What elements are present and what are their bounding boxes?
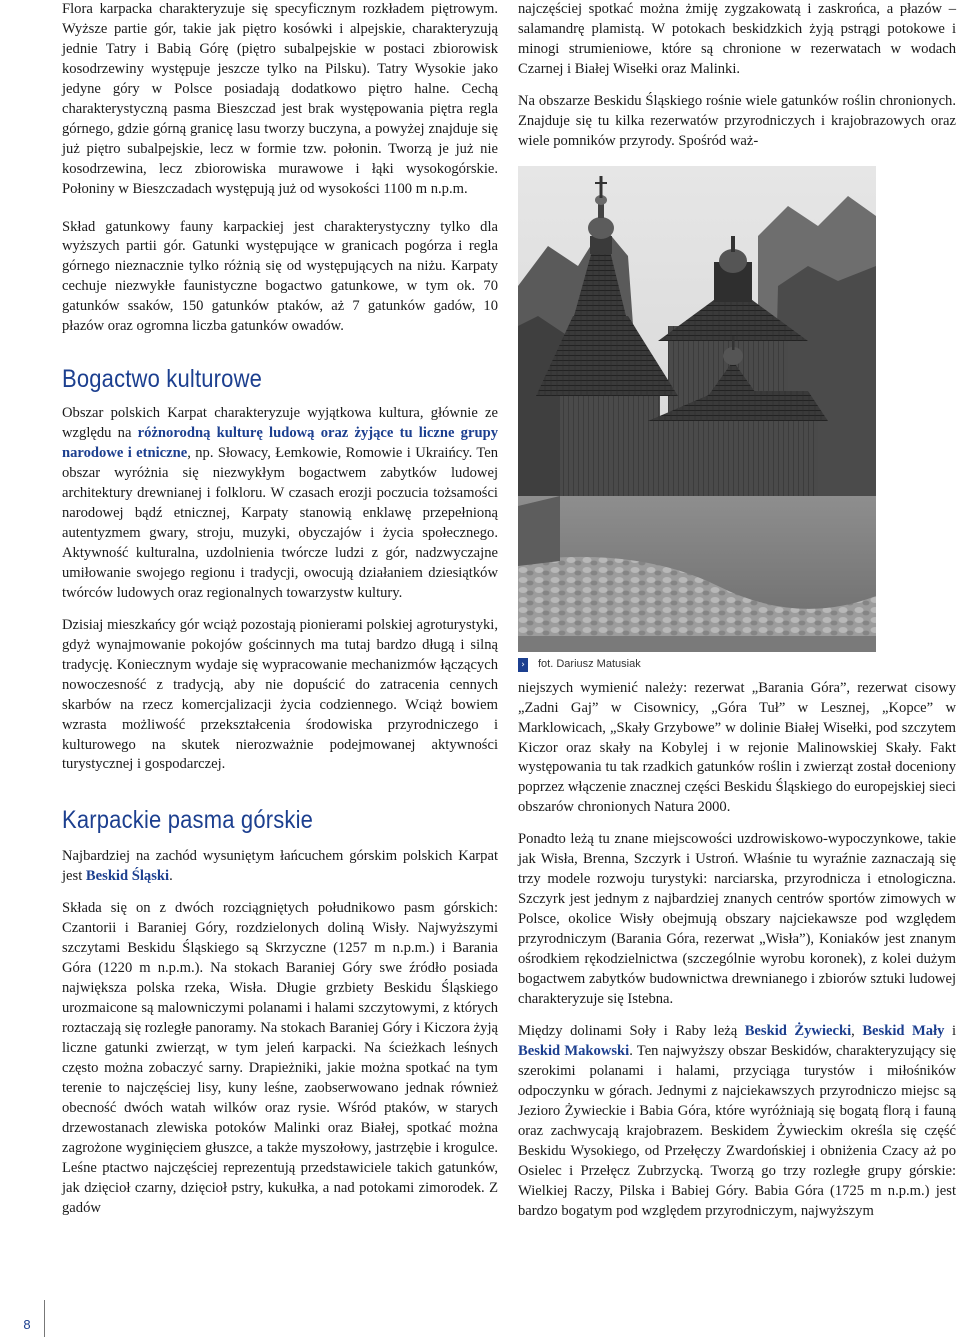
photo-caption (518, 658, 956, 672)
heading-bogactwo-kulturowe: Bogactwo kulturowe (62, 365, 263, 394)
paragraph-beskid-zywiecki (518, 1022, 956, 1222)
page-number-rule (44, 1300, 45, 1337)
text-run: . Ten najwyższy obszar Beskidów, charakteryzujący się szerokimi polanami i halami, przyciąga turystów i miłośników odpoczynku w górach. Jednymi z najciekawszych przyrodniczo miejsc są Jezioro Żywieckie i Babia Góra, które wyróżniają się bogatą florą i fauną oraz zachwycają krajobrazem. Beskidem Żywieckim określa się część Beskidu Wysokiego, od Przełęczy Zwardońskiej i obniżenia Czacy aż po Osielec i Przełęcz Zubrzycką. Tworzą go trzy rozległe grupy górskie: Wielkiej Raczy, Pilska i Babiej Góry. Babia Góra (1725 m n.p.m.) jest bardzo bogatym pod względem przyrodniczym, najwyższym (518, 1042, 956, 1219)
highlight-beskid-maly: Beskid Mały (862, 1022, 945, 1039)
highlight-beskid-makowski: Beskid Makowski (518, 1042, 630, 1059)
left-column (62, 0, 498, 1219)
text-run: Między dolinami Soły i Raby leżą (518, 1022, 745, 1039)
highlight-beskid-slaski: Beskid Śląski (85, 868, 170, 885)
paragraph-rosliny: Na obszarze Beskidu Śląskiego rośnie wiele gatunków roślin chronionych. Znajduje się tu kilka rezerwatów przyrodniczych i krajobrazowych oraz wiele pomników przyrody. Spośród waż- (518, 92, 956, 149)
paragraph-rezerwaty: niejszych wymienić należy: rezerwat „Barania Góra”, rezerwat cisowy „Zadni Gaj” w Cisownicy, „Góra Tuł” w Lesznej, „Kopce” w Marklowicach, „Skały Grzybowe” w dolinie Białej Wisełki, pod szczytem Kiczor oraz skały na Kobylej i w rejonie Malinowskiej Skały. Fakt występowania tu tak rzadkich gatunków roślin i zwierząt został doceniony poprzez włączenie znacznej części Beskidu Śląskiego do europejskiej sieci obszarów chronionych Natura 2000. (518, 679, 956, 816)
text-run: , np. Słowacy, Łemkowie, Romowie i Ukraińcy. Ten obszar wyróżnia się niezwykłym bogactwem zabytków ludowej architektury drewnianej i folkloru. W czasach erozji poczucia tożsamości narodowej bądź etnicznej, Karpaty stanowią enklawę przepełnioną autentyzmem gwary, stroju, muzyki, obyczajów i życia społecznego. Aktywność kulturalna, uzdolnienia twórcze ludzi z gór, nadzwyczajne umiłowanie swojego regionu i tradycji, owocują działaniem dziesiątków twórców ludowych oraz regionalnych towarzystw kultury. (62, 445, 499, 601)
page-number: 8 (23, 1317, 31, 1332)
paragraph-beskid-slaski: Składa się on z dwóch rozciągniętych południkowo pasm górskich: Czantorii i Baraniej Góry, rozdzielonych doliną Wisły. Najwyższymi szczytami Beskidu Śląskiego są Skrzyczne (1257 m n.p.m.) i Barania Góra (1220 m n.p.m.). Na stokach Baraniej Góry swe źródło posiada największa polska rzeka, Wisła. Długie grzbiety Beskidu Śląskiego urozmaicone są malowniczymi polanami i halami szczytowymi, z których roztaczają się rozległe panoramy. Na stokach Baraniej Góry i Kiczora żyją liczne gatunki zwierząt, w tym jeleń karpacki. Na ścieżkach leśnych często można zobaczyć sarny. Drapieżniki, jakie można spotkać na tym terenie to najczęściej lisy, kuny leśne, zaobserwowano jednak również obecność dwóch watah wilków oraz rysie. Wśród ptaków, w starych drzewostanach zlewiska potoków Malinki oraz Białej, spotkać można zagrożone wyginięciem głuszce, a także myszołowy, jastrzębie i krogulce. Leśne ptactwo najczęściej reprezentują przedstawiciele takich gatunków, jak dzięcioł czarny, dzięcioł pstry, kukułka, a nad potokami zimorodek. Z gadów (62, 900, 498, 1216)
paragraph-beskid-slaski-intro (62, 847, 498, 887)
highlight-culture: różnorodną kulturę ludową oraz żyjące tu liczne grupy narodowe i etniczne (62, 425, 498, 462)
caption-text: fot. Dariusz Matusiak (538, 657, 641, 670)
highlight-beskid-zywiecki: Beskid Żywiecki (744, 1022, 852, 1039)
paragraph-uzdrowiska: Ponadto leżą tu znane miejscowości uzdrowiskowo-wypoczynkowe, takie jak Wisła, Brenna, Szczyrk i Ustroń. Właśnie tu wyraźnie zaznaczają się trzy modele rozwoju turystyki: narciarska, przyrodnicza i etnologiczna. Szczyrk jest jednym z najbardziej znanych centrów sportów zimowych w Polsce, okolice Wisły obejmują obszary najciekawsze pod względem przyrodniczym (Barania Góra, rezerwat „Wisła”), Koniaków jest znanym ośrodkiem rękodzielnictwa (szczególnie wyrobu koronek), z kolei dużym bogactwem zabytków budownictwa drewnianego i zbiorów sztuki ludowej charakteryzuje się Istebna. (518, 831, 956, 1007)
text-run: Obszar polskich Karpat charakteryzuje wyjątkowa kultura, głównie ze względu na (62, 405, 498, 442)
paragraph-gady: najczęściej spotkać można żmiję zygzakowatą i zaskrońca, a płazów – salamandrę plamistą. W potokach beskidzkich żyją pstrągi potokowe i minogi strumieniowe, które są chronione w rezerwatach w wodach Czarnej i Białej Wisełki oraz Malinki. (518, 1, 956, 77)
right-column (518, 0, 956, 1221)
text-run: . (169, 868, 173, 885)
text-run: i (944, 1022, 957, 1039)
paragraph-fauna: Skład gatunkowy fauny karpackiej jest charakterystyczny tylko dla wyższych partii gór. Gatunki występujące w granicach pogórza i regla górnego nieznacznie tylko różnią się od występujących na niżu. Karpaty cechuje niezwykłe faunistyczne bogactwo gatunkowe, w tym ok. 70 gatunków ssaków, 150 gatunków ptaków, aż 7 gatunków gadów, 10 płazów oraz ogromna liczba gatunków owadów. (62, 218, 498, 335)
text-run: , (851, 1022, 863, 1039)
heading-karpackie-pasma: Karpackie pasma górskie (62, 806, 314, 835)
paragraph-flora: Flora karpacka charakteryzuje się specyficznym rozkładem piętrowym. Wyższe partie gór, takie jak piętro kosówki i alpejskie, charakteryzują jednie Tatry i Babią Górę (piętro subalpejskie w postaci zbiorowisk kosodrzewiny występuje jeszcze tylko na Pilsku). Tatry Wysokie jako jedyne góry w Polsce posiadają dodatkowo piętro halne. Cechą charakterystyczną pasma Bieszczad jest brak występowania piętra regla górnego, gdzie górną granicę lasu tworzy buczyna, a powyżej znajduje się już piętro subalpejskie, lecz w formie tzw. połonin. Tworzą je już nie kosodrzewina, lecz zbiorowiska murawowe i łąki wysokogórskie. Połoniny w Bieszczadach występują już od wysokości 1100 m n.p.m. (62, 1, 498, 197)
paragraph-agroturystyka: Dzisiaj mieszkańcy gór wciąż pozostają pionierami polskiej agroturystyki, gdyż wynajmowanie pokojów gościnnych ma tutaj bardzo długą i silną tradycję. Koniecznym wydaje się wypracowanie mechanizmów łączących nowoczesność z tradycją, aby nie dopuścić do zatracenia cennych skarbów na rzecz komercjalizacji życia codziennego. Wciąż bowiem wzrasta możliwość przekształcenia środowiska przyrodniczego i kulturowego na skutek nierozważnie podejmowanej aktywności turystycznej i gospodarczej. (62, 616, 498, 773)
caption-arrow-icon: › (518, 658, 528, 672)
church-photo (518, 166, 876, 652)
paragraph-culture (62, 404, 498, 604)
text-run: Najbardziej na zachód wysuniętym łańcuchem górskim polskich Karpat jest (62, 848, 498, 885)
